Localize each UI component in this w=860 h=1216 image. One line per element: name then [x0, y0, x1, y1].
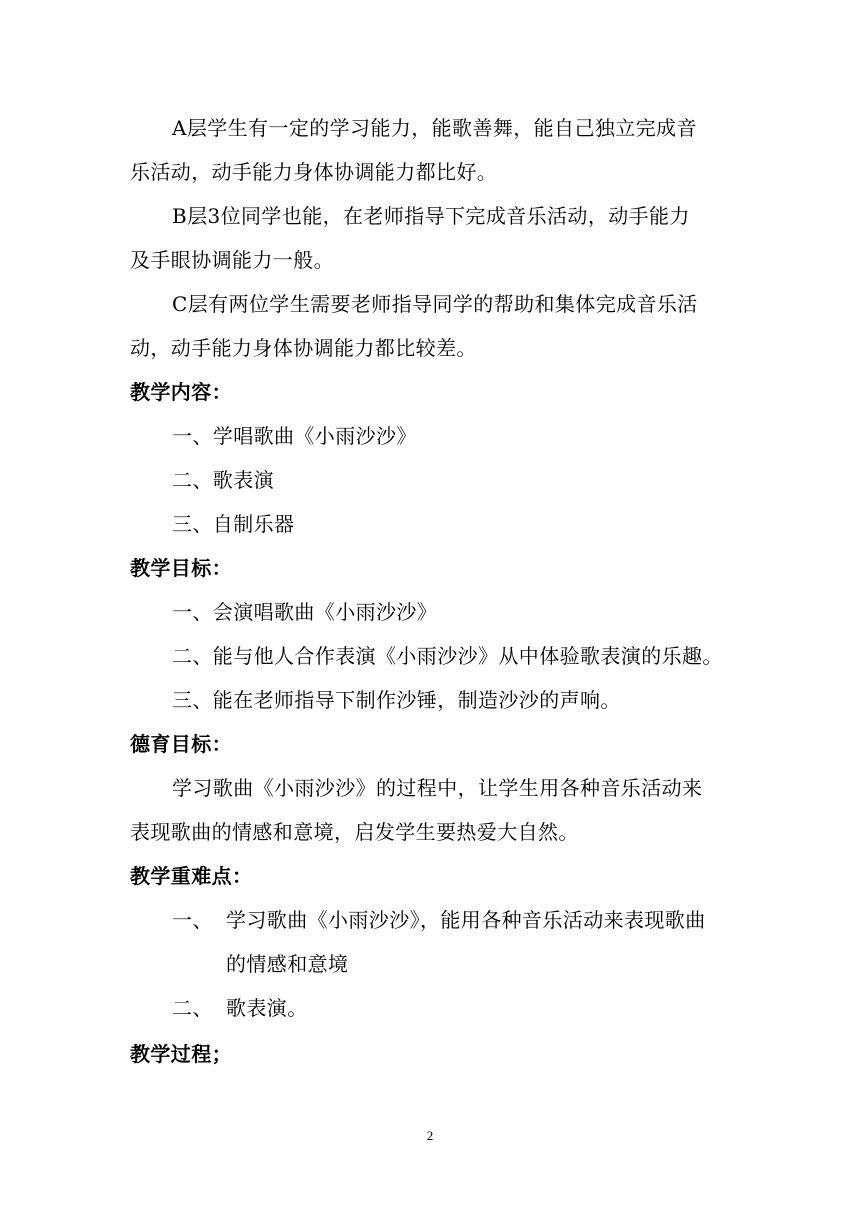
key-point-1-line-1: 学习歌曲《小雨沙沙》，能用各种音乐活动来表现歌曲	[226, 908, 706, 932]
content-item-3: 三、自制乐器	[172, 512, 295, 536]
paragraph-a-line-1: A层学生有一定的学习能力，能歌善舞，能自己独立完成音	[172, 116, 697, 140]
key-point-2-text: 歌表演。	[226, 996, 308, 1020]
paragraph-c-line-1: C层有两位学生需要老师指导同学的帮助和集体完成音乐活	[172, 292, 698, 316]
goal-item-2: 二、能与他人合作表演《小雨沙沙》从中体验歌表演的乐趣。	[172, 644, 723, 668]
key-point-2-marker: 二、	[172, 996, 213, 1020]
section-heading-process: 教学过程；	[130, 1042, 232, 1066]
page-number: 2	[426, 1128, 434, 1143]
moral-line-1: 学习歌曲《小雨沙沙》的过程中，让学生用各种音乐活动来	[172, 776, 703, 800]
paragraph-c-line-2: 动，动手能力身体协调能力都比较差。	[130, 336, 477, 360]
paragraph-b-line-2: 及手眼协调能力一般。	[130, 248, 334, 272]
content-item-2: 二、歌表演	[172, 468, 274, 492]
key-point-1-marker: 一、	[172, 908, 213, 932]
moral-line-2: 表现歌曲的情感和意境，启发学生要热爱大自然。	[130, 820, 579, 844]
section-heading-moral: 德育目标：	[130, 732, 232, 756]
paragraph-b-line-1: B层3位同学也能，在老师指导下完成音乐活动，动手能力	[172, 204, 690, 228]
paragraph-a-line-2: 乐活动，动手能力身体协调能力都比好。	[130, 160, 498, 184]
key-point-1-line-2: 的情感和意境	[226, 952, 349, 976]
goal-item-3: 三、能在老师指导下制作沙锤，制造沙沙的声响。	[172, 688, 621, 712]
content-item-1: 一、学唱歌曲《小雨沙沙》	[172, 424, 417, 448]
section-heading-goals: 教学目标：	[130, 556, 232, 580]
section-heading-key-points: 教学重难点：	[130, 864, 253, 888]
section-heading-content: 教学内容：	[130, 380, 232, 404]
goal-item-1: 一、会演唱歌曲《小雨沙沙》	[172, 600, 438, 624]
